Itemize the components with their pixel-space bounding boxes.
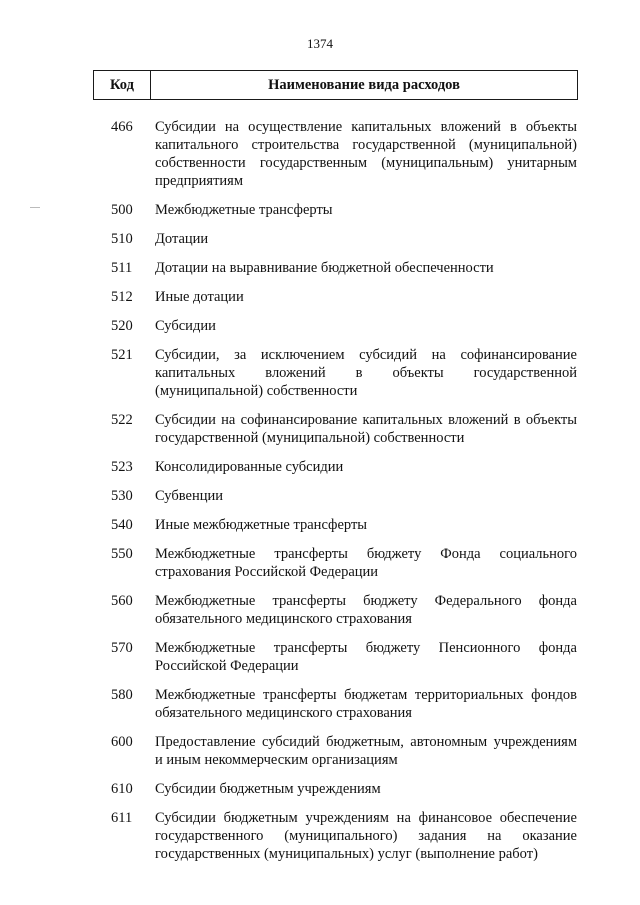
header-code: Код [94, 71, 151, 99]
row-code: 580 [111, 687, 133, 703]
row-description: Межбюджетные трансферты бюджету Пенсионного фонда Российской Федерации [155, 640, 577, 674]
row-description: Консолидированные субсидии [155, 459, 344, 475]
row-code: 520 [111, 318, 133, 334]
row-code: 521 [111, 347, 133, 363]
row-code: 512 [111, 289, 133, 305]
table-row [0, 780, 640, 798]
row-description: Дотации на выравнивание бюджетной обеспеченности [155, 260, 494, 276]
row-description: Субсидии на осуществление капитальных вложений в объекты капитального строительства государственной (муниципальной) собственности государственным (муниципальным) унитарным предприятиям [155, 119, 577, 189]
row-code: 611 [111, 810, 133, 826]
table-row [0, 346, 640, 400]
row-description: Субсидии бюджетным учреждениям на финансовое обеспечение государственного (муниципального) задания на оказание государственных (муниципальных) услуг (выполнение работ) [155, 810, 577, 862]
expense-type-list [0, 118, 640, 874]
table-row [0, 516, 640, 534]
row-description: Субсидии на софинансирование капитальных вложений в объекты государственной (муниципальной) собственности [155, 412, 577, 446]
row-code: 522 [111, 412, 133, 428]
row-description: Субвенции [155, 488, 223, 504]
row-description: Субсидии, за исключением субсидий на софинансирование капитальных вложений в объекты государственной (муниципальной) собственности [155, 347, 577, 399]
row-code: 550 [111, 546, 133, 562]
table-row [0, 686, 640, 722]
table-row [0, 259, 640, 277]
row-description: Иные межбюджетные трансферты [155, 517, 368, 533]
row-code: 560 [111, 593, 133, 609]
row-code: 466 [111, 119, 133, 135]
page-number: 1374 [307, 36, 333, 51]
table-row [0, 118, 640, 190]
row-description: Предоставление субсидий бюджетным, автономным учреждениям и иным некоммерческим организациям [155, 734, 577, 768]
row-description: Межбюджетные трансферты [155, 202, 333, 218]
table-row [0, 809, 640, 863]
row-description: Субсидии бюджетным учреждениям [155, 781, 381, 797]
row-code: 511 [111, 260, 133, 276]
row-description: Межбюджетные трансферты бюджету Федерального фонда обязательного медицинского страхования [155, 593, 577, 627]
row-code: 500 [111, 202, 133, 218]
row-description: Дотации [155, 231, 209, 247]
row-code: 510 [111, 231, 133, 247]
table-row [0, 458, 640, 476]
row-description: Иные дотации [155, 289, 244, 305]
row-code: 600 [111, 734, 133, 750]
table-header [93, 70, 578, 100]
table-row [0, 487, 640, 505]
row-code: 570 [111, 640, 133, 656]
row-description: Субсидии [155, 318, 216, 334]
table-row [0, 201, 640, 219]
table-row [0, 317, 640, 335]
row-code: 523 [111, 459, 133, 475]
row-code: 530 [111, 488, 133, 504]
table-row [0, 592, 640, 628]
row-description: Межбюджетные трансферты бюджету Фонда социального страхования Российской Федерации [155, 546, 577, 580]
table-row [0, 639, 640, 675]
table-row [0, 733, 640, 769]
row-description: Межбюджетные трансферты бюджетам территориальных фондов обязательного медицинского страхования [155, 687, 577, 721]
table-row [0, 411, 640, 447]
table-row [0, 230, 640, 248]
table-row [0, 288, 640, 306]
header-name: Наименование вида расходов [268, 76, 460, 93]
table-row [0, 545, 640, 581]
row-code: 540 [111, 517, 133, 533]
row-code: 610 [111, 781, 133, 797]
